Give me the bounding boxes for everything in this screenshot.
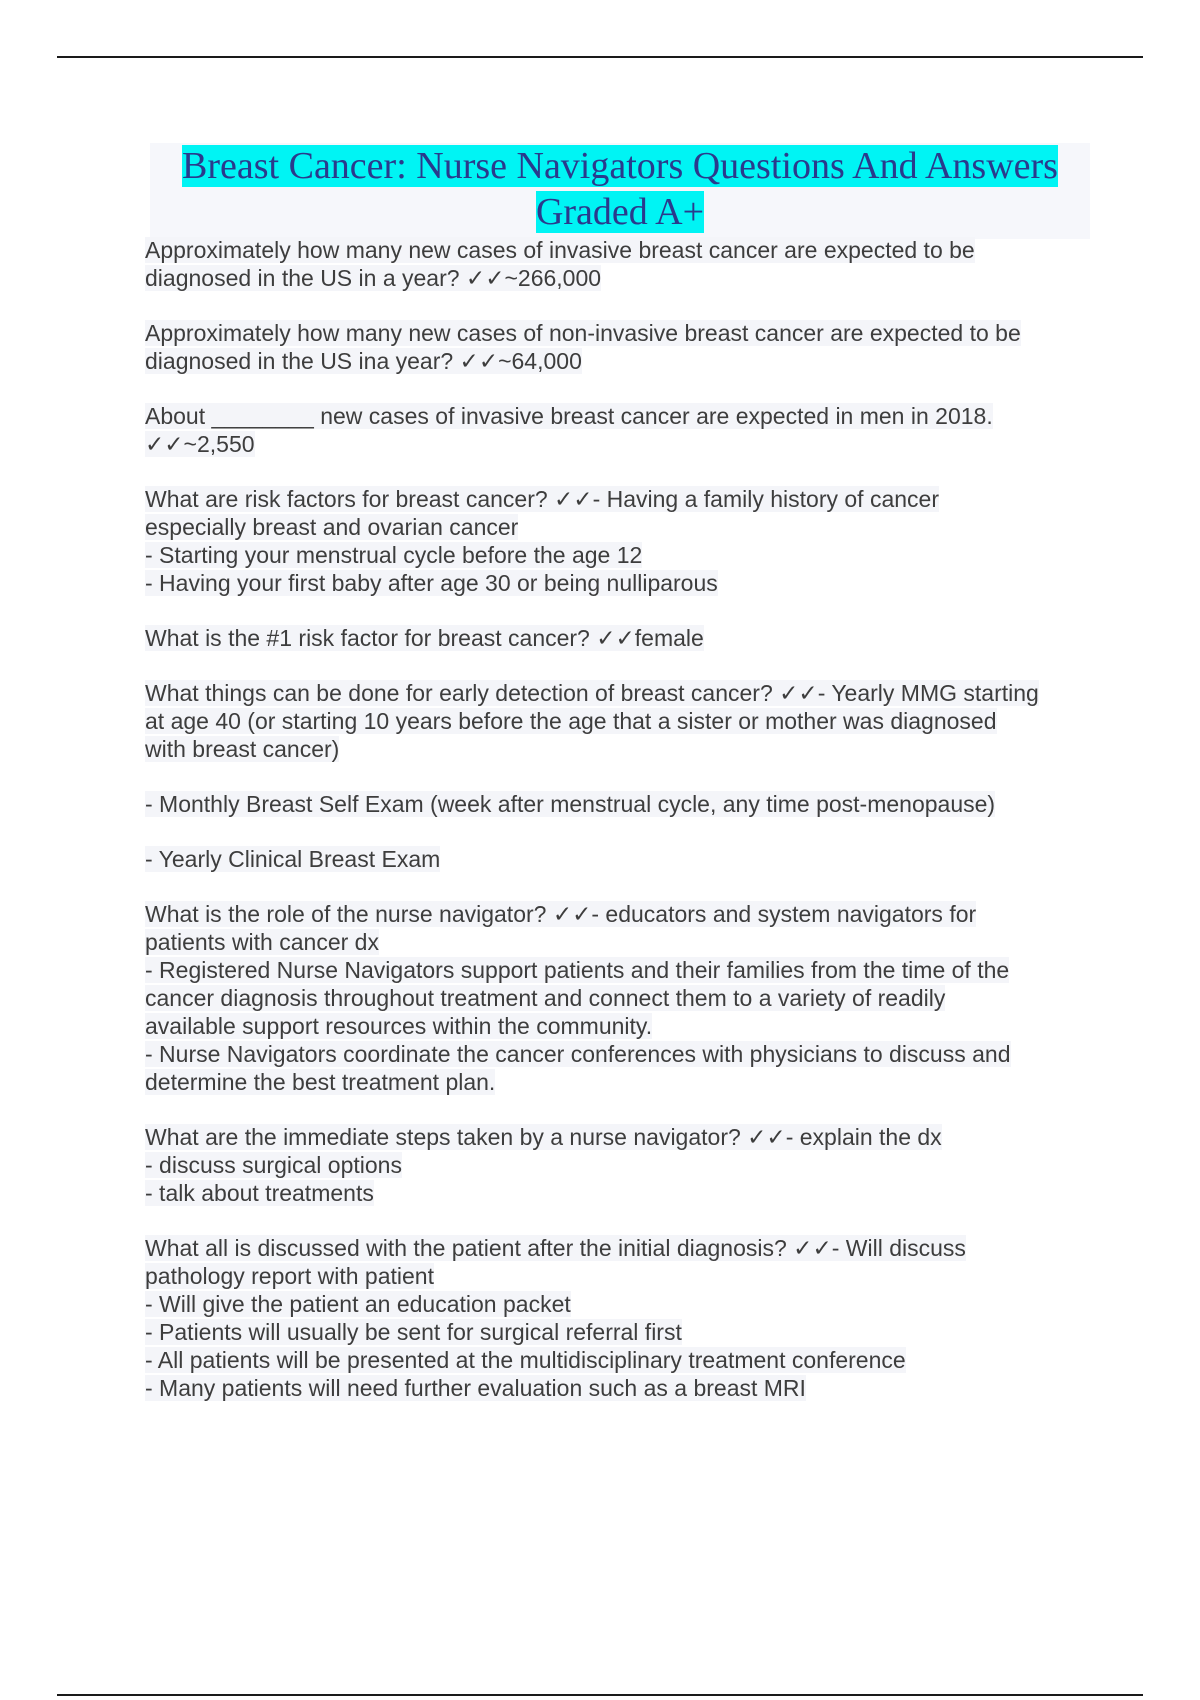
qa-item bbox=[145, 1234, 1095, 1402]
qa-line: ✓✓~2,550 bbox=[145, 431, 255, 457]
qa-line: - Having your first baby after age 30 or being nulliparous bbox=[145, 570, 718, 596]
qa-line: - Will give the patient an education packet bbox=[145, 1291, 571, 1317]
qa-line: - Starting your menstrual cycle before the age 12 bbox=[145, 542, 643, 568]
qa-text bbox=[145, 845, 1095, 873]
qa-line: - Many patients will need further evaluation such as a breast MRI bbox=[145, 1375, 806, 1401]
qa-item bbox=[145, 236, 1095, 292]
qa-line: What things can be done for early detection of breast cancer? ✓✓- Yearly MMG starting bbox=[145, 680, 1039, 706]
qa-line: cancer diagnosis throughout treatment and connect them to a variety of readily bbox=[145, 985, 946, 1011]
document-title bbox=[150, 143, 1090, 239]
qa-line: - Patients will usually be sent for surgical referral first bbox=[145, 1319, 682, 1345]
qa-line: What is the #1 risk factor for breast cancer? ✓✓female bbox=[145, 625, 704, 651]
qa-line: Approximately how many new cases of invasive breast cancer are expected to be bbox=[145, 237, 975, 263]
title-line-2: Graded A+ bbox=[535, 191, 705, 233]
qa-line: What is the role of the nurse navigator? ✓✓- educators and system navigators for bbox=[145, 901, 977, 927]
qa-line: with breast cancer) bbox=[145, 736, 340, 762]
qa-list bbox=[145, 236, 1095, 1429]
qa-line: pathology report with patient bbox=[145, 1263, 434, 1289]
qa-item bbox=[145, 402, 1095, 458]
qa-line: - All patients will be presented at the multidisciplinary treatment conference bbox=[145, 1347, 906, 1373]
qa-line: determine the best treatment plan. bbox=[145, 1069, 496, 1095]
qa-line: What all is discussed with the patient after the initial diagnosis? ✓✓- Will discuss bbox=[145, 1235, 966, 1261]
qa-line: Approximately how many new cases of non-invasive breast cancer are expected to be bbox=[145, 320, 1021, 346]
bottom-divider bbox=[57, 1694, 1143, 1696]
qa-line: at age 40 (or starting 10 years before the age that a sister or mother was diagnosed bbox=[145, 708, 997, 734]
top-divider bbox=[57, 56, 1143, 58]
qa-item bbox=[145, 485, 1095, 597]
title-line-1: Breast Cancer: Nurse Navigators Questions And Answers bbox=[182, 145, 1058, 187]
qa-line: - discuss surgical options bbox=[145, 1152, 402, 1178]
title-heading bbox=[150, 143, 1090, 235]
qa-line: What are the immediate steps taken by a nurse navigator? ✓✓- explain the dx bbox=[145, 1124, 942, 1150]
qa-line: What are risk factors for breast cancer? ✓✓- Having a family history of cancer bbox=[145, 486, 939, 512]
qa-text bbox=[145, 402, 1095, 458]
qa-item bbox=[145, 845, 1095, 873]
qa-text bbox=[145, 1123, 1095, 1207]
qa-text bbox=[145, 900, 1095, 1096]
qa-text bbox=[145, 624, 1095, 652]
qa-line: diagnosed in the US in a year? ✓✓~266,000 bbox=[145, 265, 602, 291]
qa-item bbox=[145, 900, 1095, 1096]
qa-line: - Nurse Navigators coordinate the cancer conferences with physicians to discuss and bbox=[145, 1041, 1011, 1067]
qa-text bbox=[145, 679, 1095, 763]
qa-text bbox=[145, 1234, 1095, 1402]
qa-text bbox=[145, 319, 1095, 375]
qa-item bbox=[145, 679, 1095, 763]
qa-text bbox=[145, 485, 1095, 597]
qa-item bbox=[145, 624, 1095, 652]
qa-line: patients with cancer dx bbox=[145, 929, 379, 955]
qa-line: - Yearly Clinical Breast Exam bbox=[145, 846, 441, 872]
qa-line: About ________ new cases of invasive breast cancer are expected in men in 2018. bbox=[145, 403, 993, 429]
qa-line: diagnosed in the US ina year? ✓✓~64,000 bbox=[145, 348, 582, 374]
qa-line: - Registered Nurse Navigators support patients and their families from the time of the bbox=[145, 957, 1010, 983]
qa-line: - talk about treatments bbox=[145, 1180, 374, 1206]
qa-item bbox=[145, 1123, 1095, 1207]
qa-item bbox=[145, 319, 1095, 375]
qa-item bbox=[145, 790, 1095, 818]
qa-text bbox=[145, 236, 1095, 292]
qa-line: - Monthly Breast Self Exam (week after menstrual cycle, any time post-menopause) bbox=[145, 791, 996, 817]
qa-text bbox=[145, 790, 1095, 818]
qa-line: especially breast and ovarian cancer bbox=[145, 514, 519, 540]
qa-line: available support resources within the community. bbox=[145, 1013, 653, 1039]
